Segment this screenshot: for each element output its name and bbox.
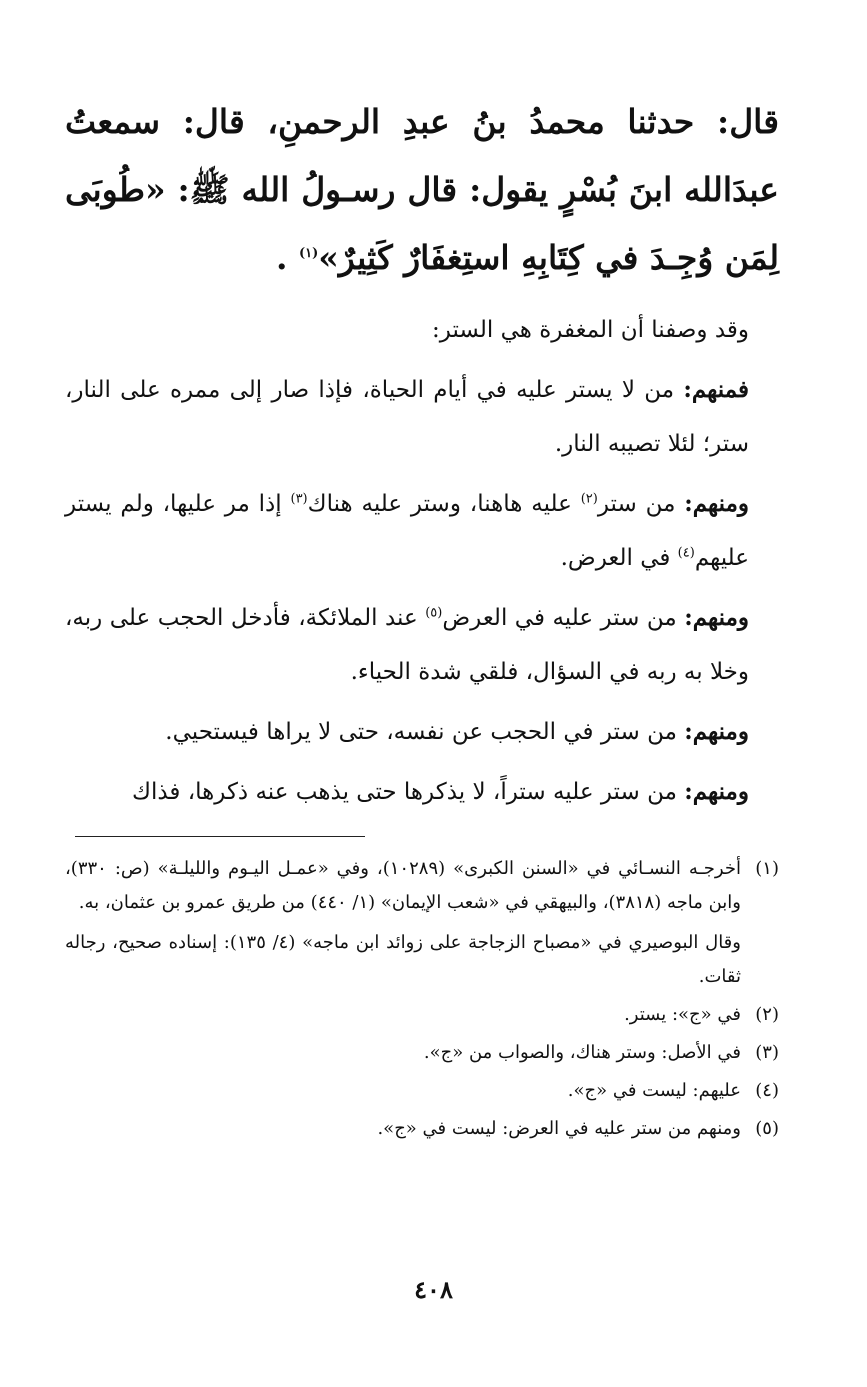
footnote-number: (١) [755, 858, 779, 879]
paragraph-4 [65, 705, 749, 759]
hadith-paragraph [65, 88, 779, 292]
paragraph-text: من ستر عليه في العرض [442, 605, 677, 631]
paragraph-text: عليه هاهنا، وستر عليه هناك [307, 491, 572, 517]
footnote-ref-2[interactable]: (٢) [580, 491, 598, 507]
paragraph-text: من ستر عليه ستراً، لا يذكرها حتى يذهب عنه ذكرها، فذاك [132, 779, 677, 805]
footnote-number: (٢) [755, 1004, 779, 1025]
footnote-ref-5[interactable]: (٥) [425, 605, 443, 621]
footnote-number: (٣) [755, 1042, 779, 1063]
hadith-end: . [275, 238, 288, 277]
paragraph-text: من لا يستر عليه في أيام الحياة، فإذا صار إلى ممره على النار، ستر؛ لئلا تصيبه النار. [65, 377, 749, 457]
footnote-text: ومنهم من ستر عليه في العرض: ليست في «ج». [377, 1118, 741, 1139]
footnote-text: عليهم: ليست في «ج». [567, 1080, 741, 1101]
paragraph-3 [65, 591, 749, 699]
paragraph-lead: ومنهم: [684, 490, 750, 517]
footnote-text: في «ج»: يستر. [624, 1004, 741, 1025]
footnote-number: (٤) [755, 1080, 779, 1101]
footnote-4 [65, 1074, 779, 1108]
footnote-ref-3[interactable]: (٣) [290, 491, 308, 507]
hadith-block [65, 88, 779, 292]
paragraph-2 [65, 477, 749, 585]
footnotes [65, 852, 779, 1150]
footnote-body [65, 1074, 741, 1108]
footnote-text: في الأصل: وستر هناك، والصواب من «ج». [423, 1042, 741, 1063]
paragraph-lead: ومنهم: [684, 604, 750, 631]
paragraph-text: إذا مر عليها، ولم يستر عليهم [65, 491, 749, 571]
paragraph-5 [65, 765, 749, 819]
footnote-5 [65, 1112, 779, 1146]
footnote-body [65, 998, 741, 1032]
footnote-body [65, 1112, 741, 1146]
footnote-3 [65, 1036, 779, 1070]
footnote-number: (٥) [755, 1118, 779, 1139]
paragraph-text: من ستر في الحجب عن نفسه، حتى لا يراها فيستحيي. [165, 719, 677, 745]
main-text [65, 303, 779, 825]
footnote-text: أخرجـه النسـائي في «السنن الكبرى» (١٠٢٨٩)، وفي «عمـل اليـوم والليلـة» (ص: ٣٣٠)، وابن ماجه (٣٨١٨)، والبيهقي في «شعب الإيمان» (١/ ٤٤٠) من طريق عمرو بن عثمان، به. [65, 858, 741, 913]
footnote-ref-1[interactable]: (١) [298, 246, 319, 261]
paragraph-text: من ستر [597, 491, 676, 517]
paragraph-text: عند الملائكة، فأدخل الحجب على ربه، وخلا به ربه في السؤال، فلقي شدة الحياء. [65, 605, 749, 685]
footnote-1 [65, 852, 779, 994]
footnote-separator [75, 836, 365, 837]
paragraph-1 [65, 363, 749, 471]
hadith-text: قال: حدثنا محمدُ بنُ عبدِ الرحمنِ، قال: سمعتُ عبدَالله ابنَ بُسْرٍ يقول: قال رسـولُ الله ﷺ: «طُوبَى لِمَن وُجِـدَ في كِتَابِهِ استِغفَارٌ كَثِيرٌ» [65, 102, 779, 277]
paragraph-text: في العرض. [560, 545, 671, 571]
paragraph-lead: فمنهم: [683, 376, 749, 403]
intro-paragraph: وقد وصفنا أن المغفرة هي الستر: [432, 317, 749, 343]
page-number: ٤٠٨ [414, 1275, 453, 1304]
footnote-body [65, 852, 741, 994]
footnote-ref-4[interactable]: (٤) [677, 545, 695, 561]
paragraph-lead: ومنهم: [684, 778, 749, 805]
footnote-body [65, 1036, 741, 1070]
footnote-2 [65, 998, 779, 1032]
paragraph-lead: ومنهم: [684, 718, 749, 745]
footnote-text: وقال البوصيري في «مصباح الزجاجة على زوائد ابن ماجه» (٤/ ١٣٥): إسناده صحيح، رجاله ثقات. [65, 932, 741, 987]
